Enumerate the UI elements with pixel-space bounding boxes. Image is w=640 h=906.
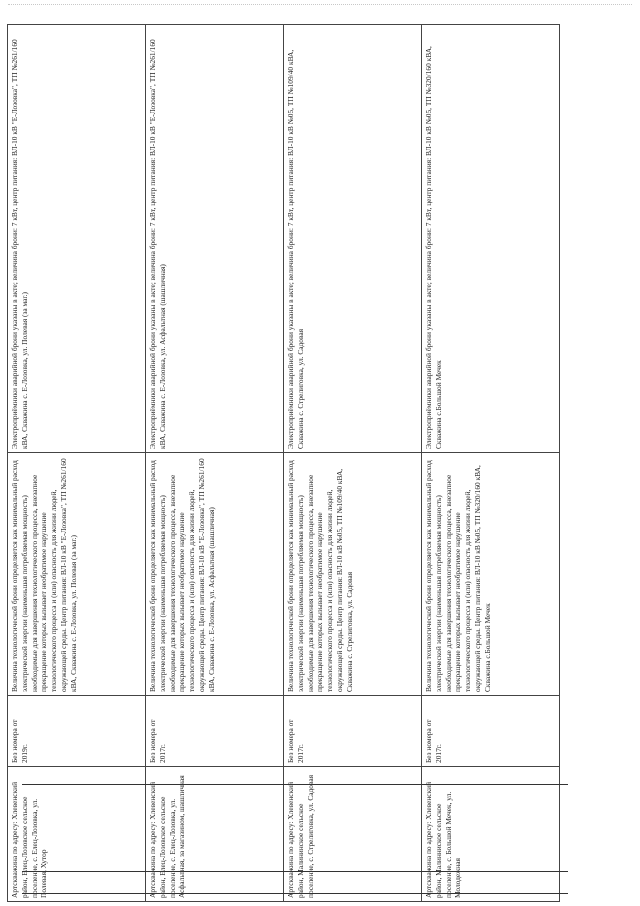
act-cell: Электроприёмники аварийной брони указаны в акте; величина брони: 7 кВт, центр питания: ВЛ-10 кВ №05, ТП №109/40 кВА, Скважина с. Стрелиговка, ул. Садовая [284,25,422,453]
document-cell: Без номера от 2017г. [146,696,284,767]
justification-cell: Величина технологической брони определяется как минимальный расход электрической энергии (наименьшая потребляемая мощность) необходимые для завершения технологического процесса, внезапное прекращение которых вызывает необратимое нарушение технологического процесса и (или) опасность для жизни людей, окружающей среды. Центр питания: ВЛ-10 кВ "Е-Лозовка", ТП №261/160 кВА, Скважина с. Е-Лозовка, ул. Асфальтная (шашличная) [146,453,284,696]
justification-cell: Величина технологической брони определяется как минимальный расход электрической энергии (наименьшая потребляемая мощность) необходимые для завершения технологического процесса, внезапное прекращение которых вызывает необратимое нарушение технологического процесса и (или) опасность для жизни людей, окружающей среды. Центр питания: ВЛ-10 кВ №05, ТП №109/40 кВА, Скважина с. Стрелиговка, ул. Садовая [284,453,422,696]
signature-line [22,784,568,785]
address-cell: Артскважина по адресу: Хлевенский район, Малининское сельское поселение, с. Стрелиговка, ул. Садовая [284,767,422,902]
address-cell: Артскважина по адресу: Хлевенский район, Малинниское сельское поселение, с. Большой Мечек, ул. Молодежная [422,767,560,902]
address-cell: Артскважина по адресу: Хлевенский район, Елец-Лозовское сельское поселение, с. Елец-Лозовка, ул. Асфальтная, за магазином, шашличная [146,767,284,902]
act-cell: Электроприёмники аварийной брони указаны в акте; величина брони: 7 кВт, центр питания: ВЛ-10 кВ "Е-Лозовка", ТП №261/160 кВА, Скважина с. Е-Лозовка, ул. Полевая (за маг.) [8,25,146,453]
rotated-page [7,25,560,902]
act-cell: Электроприёмники аварийной брони указаны в акте; величина брони: 7 кВт, центр питания: ВЛ-10 кВ "Е-Лозовка", ТП №261/160 кВА, Скважина с. Е-Лозовка, ул. Асфальтная (шашличная) [146,25,284,453]
table-row [422,25,560,902]
table-row [146,25,284,902]
document-cell: Без номера от 2017г. [284,696,422,767]
rotated-table-wrapper [7,25,560,902]
scan-artifact-dots [8,4,632,6]
justification-cell: Величина технологической брони определяется как минимальный расход электрической энергии (наименьшая потребляемая мощность) необходимые для завершения технологического процесса, внезапное прекращение которых вызывает необратимое нарушение технологического процесса и (или) опасность для жизни людей, окружающей среды. Центр питания: ВЛ-10 кВ №05, ТП №320/160 кВА, Скважина с.Большой Мечек [422,453,560,696]
signature-line [22,893,568,894]
act-cell: Электроприёмники аварийной брони указаны в акте; величина брони: 7 кВт, центр питания: ВЛ-10 кВ №05, ТП №320/160 кВА, Скважина с.Большой Мечек [422,25,560,453]
document-cell: Без номера от 2017г. [422,696,560,767]
justification-cell: Величина технологической брони определяется как минимальный расход электрической энергии (наименьшая потребляемая мощность) необходимые для завершения технологического процесса, внезапное прекращение которых вызывает необратимое нарушение технологического процесса и (или) опасность для жизни людей, окружающей среды. Центр питания: ВЛ-10 кВ "Е-Лозовка", ТП №261/160 кВА, Скважина с. Е-Лозовка, ул. Полевая (за маг.) [8,453,146,696]
table-row [284,25,422,902]
signature-line [22,871,568,872]
table-row [8,25,146,902]
address-cell: Артскважина по адресу: Хлевенский район, Елец-Лозовское сельское поселение, с. Елец-Лозовка, ул. Полевая, Хутор [8,767,146,902]
document-cell: Без номера от 2019г. [8,696,146,767]
reservation-table [7,24,560,902]
